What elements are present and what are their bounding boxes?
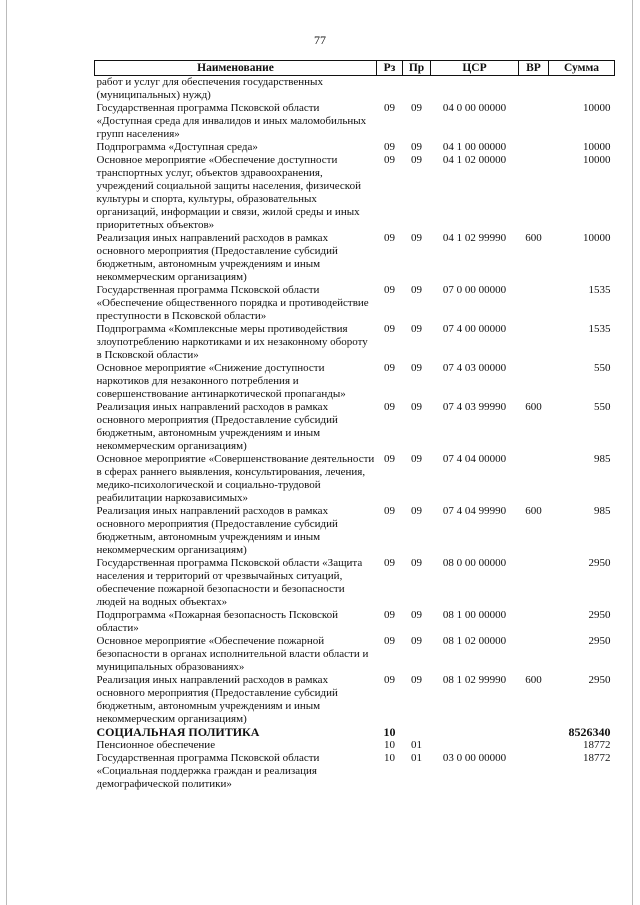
cell-pr: 09	[411, 141, 422, 153]
cell-rz	[377, 76, 403, 103]
cell-csr: 07 4 03 00000	[442, 362, 507, 374]
cell-name: Основное мероприятие «Совершенствование деятельности в сферах раннего выявления, консультирования, лечения, медико-психологической и социально-трудовой реабилитации наркозависимых»	[96, 453, 375, 504]
cell-pr: 09	[411, 323, 422, 335]
cell-name: Подпрограмма «Комплексные меры противодействия злоупотреблению наркотиками и их незаконному обороту в Псковской области»	[96, 323, 368, 361]
cell-rz: 09	[384, 284, 395, 296]
cell-sum: 2950	[588, 609, 611, 621]
cell-vr	[519, 154, 549, 232]
cell-name: Реализация иных направлений расходов в рамках основного мероприятия (Предоставление субсидий бюджетным, автономным учреждениям и иным некоммерческим организациям)	[96, 674, 338, 725]
scan-edge-left	[6, 0, 7, 905]
cell-vr	[519, 726, 549, 739]
cell-rz: 10	[384, 739, 395, 751]
cell-csr: 03 0 00 00000	[442, 752, 507, 764]
cell-name: Реализация иных направлений расходов в рамках основного мероприятия (Предоставление субсидий бюджетным, автономным учреждениям и иным некоммерческим организациям)	[96, 232, 338, 283]
cell-sum: 1535	[588, 323, 611, 335]
cell-pr: 09	[411, 154, 422, 166]
cell-pr	[403, 726, 431, 739]
table-row	[95, 739, 615, 752]
table-row	[95, 674, 615, 726]
cell-rz: 09	[384, 635, 395, 647]
cell-vr: 600	[525, 232, 542, 244]
cell-pr: 09	[411, 453, 422, 465]
cell-sum: 550	[594, 401, 611, 413]
cell-rz: 09	[384, 141, 395, 153]
cell-name: Основное мероприятие «Обеспечение пожарной безопасности в органах исполнительной власти области и муниципальных образованиях»	[96, 635, 369, 673]
cell-vr: 600	[525, 674, 542, 686]
table-row	[95, 401, 615, 453]
cell-name: работ и услуг для обеспечения государственных (муниципальных) нужд)	[96, 76, 323, 101]
table-row	[95, 232, 615, 284]
cell-vr	[519, 362, 549, 401]
cell-csr	[431, 739, 519, 752]
cell-pr: 09	[411, 102, 422, 114]
cell-rz: 09	[384, 362, 395, 374]
cell-csr: 04 1 00 00000	[442, 141, 507, 153]
header-vr: ВР	[519, 61, 549, 76]
table-row	[95, 154, 615, 232]
cell-sum: 10000	[583, 102, 611, 114]
header-rz: Рз	[377, 61, 403, 76]
cell-name: Государственная программа Псковской области «Социальная поддержка граждан и реализация демографической политики»	[96, 752, 320, 790]
table-row	[95, 505, 615, 557]
cell-pr: 09	[411, 232, 422, 244]
header-csr: ЦСР	[431, 61, 519, 76]
cell-csr: 07 4 00 00000	[442, 323, 507, 335]
cell-rz: 09	[384, 401, 395, 413]
cell-sum: 985	[594, 505, 611, 517]
cell-pr: 09	[411, 557, 422, 569]
cell-name: СОЦИАЛЬНАЯ ПОЛИТИКА	[96, 725, 260, 739]
cell-pr: 09	[411, 362, 422, 374]
cell-vr	[519, 284, 549, 323]
table-row	[95, 726, 615, 739]
cell-sum: 10000	[583, 154, 611, 166]
cell-vr	[519, 141, 549, 154]
cell-vr	[519, 739, 549, 752]
cell-pr: 09	[411, 284, 422, 296]
cell-rz: 10	[384, 752, 395, 764]
cell-rz: 09	[384, 232, 395, 244]
table-row	[95, 76, 615, 103]
cell-csr: 07 0 00 00000	[442, 284, 507, 296]
cell-vr	[519, 557, 549, 609]
table-row	[95, 752, 615, 791]
cell-sum: 985	[594, 453, 611, 465]
cell-vr	[519, 102, 549, 141]
table-row	[95, 557, 615, 609]
cell-name: Подпрограмма «Пожарная безопасность Псковской области»	[96, 609, 339, 634]
table-body	[95, 76, 615, 792]
cell-pr: 01	[411, 752, 422, 764]
cell-name: Подпрограмма «Доступная среда»	[96, 141, 258, 153]
cell-sum: 2950	[588, 557, 611, 569]
table-row	[95, 284, 615, 323]
cell-name: Основное мероприятие «Снижение доступности наркотиков для незаконного потребления и совершенствование антинаркотической пропаганды»	[96, 362, 346, 400]
cell-rz: 09	[384, 154, 395, 166]
cell-vr	[519, 76, 549, 103]
page-number: 77	[314, 33, 326, 47]
cell-pr: 09	[411, 674, 422, 686]
cell-rz: 09	[384, 505, 395, 517]
cell-rz: 09	[384, 674, 395, 686]
cell-sum: 1535	[588, 284, 611, 296]
cell-sum: 2950	[588, 635, 611, 647]
cell-sum: 18772	[583, 752, 611, 764]
cell-csr: 07 4 04 00000	[442, 453, 507, 465]
cell-csr: 08 1 02 99990	[442, 674, 507, 686]
cell-rz: 09	[384, 557, 395, 569]
cell-pr: 09	[411, 635, 422, 647]
cell-rz: 09	[384, 323, 395, 335]
table-row	[95, 362, 615, 401]
cell-pr: 09	[411, 401, 422, 413]
cell-csr: 08 0 00 00000	[442, 557, 507, 569]
scan-edge-right	[632, 0, 633, 905]
table-header-row	[95, 61, 615, 76]
cell-pr: 09	[411, 609, 422, 621]
table-row	[95, 323, 615, 362]
table-row	[95, 141, 615, 154]
cell-sum: 10000	[583, 141, 611, 153]
cell-csr: 07 4 04 99990	[442, 505, 507, 517]
cell-name: Основное мероприятие «Обеспечение доступности транспортных услуг, объектов здравоохранения, учреждений социальной защиты населения, физической культуры и спорта, культуры, образовательных организаций, информации и связи, жилой среды и иных приоритетных объектов»	[96, 154, 361, 231]
cell-vr	[519, 453, 549, 505]
cell-pr: 09	[411, 505, 422, 517]
cell-csr	[431, 726, 519, 739]
cell-rz: 09	[384, 453, 395, 465]
cell-name: Реализация иных направлений расходов в рамках основного мероприятия (Предоставление субсидий бюджетным, автономным учреждениям и иным некоммерческим организациям)	[96, 505, 338, 556]
cell-vr	[519, 635, 549, 674]
cell-pr	[403, 76, 431, 103]
cell-name: Государственная программа Псковской области «Защита населения и территорий от чрезвычайных ситуаций, обеспечение пожарной безопасности и безопасности людей на водных объектах»	[96, 557, 363, 608]
cell-rz: 09	[384, 609, 395, 621]
cell-csr: 04 0 00 00000	[442, 102, 507, 114]
cell-csr: 04 1 02 00000	[442, 154, 507, 166]
cell-csr: 08 1 02 00000	[442, 635, 507, 647]
cell-name: Государственная программа Псковской области «Обеспечение общественного порядка и противодействие преступности в Псковской области»	[96, 284, 369, 322]
cell-pr: 01	[411, 739, 422, 751]
cell-name: Государственная программа Псковской области «Доступная среда для инвалидов и иных маломобильных групп населения»	[96, 102, 367, 140]
table-row	[95, 635, 615, 674]
cell-csr: 04 1 02 99990	[442, 232, 507, 244]
header-pr: Пр	[403, 61, 431, 76]
cell-csr: 08 1 00 00000	[442, 609, 507, 621]
table-row	[95, 102, 615, 141]
table-row	[95, 609, 615, 635]
cell-vr: 600	[525, 505, 542, 517]
table-row	[95, 453, 615, 505]
cell-sum: 18772	[583, 739, 611, 751]
cell-vr	[519, 609, 549, 635]
cell-name: Реализация иных направлений расходов в рамках основного мероприятия (Предоставление субсидий бюджетным, автономным учреждениям и иным некоммерческим организациям)	[96, 401, 338, 452]
cell-csr: 07 4 03 99990	[442, 401, 507, 413]
cell-rz: 10	[383, 725, 396, 739]
cell-vr	[519, 752, 549, 791]
cell-sum: 2950	[588, 674, 611, 686]
cell-sum: 10000	[583, 232, 611, 244]
cell-sum	[549, 76, 615, 103]
header-sum: Сумма	[549, 61, 615, 76]
header-name: Наименование	[95, 61, 377, 76]
cell-vr	[519, 323, 549, 362]
cell-vr: 600	[525, 401, 542, 413]
budget-table	[94, 60, 615, 791]
cell-sum: 8526340	[568, 725, 611, 739]
cell-name: Пенсионное обеспечение	[96, 739, 216, 751]
cell-csr	[431, 76, 519, 103]
cell-rz: 09	[384, 102, 395, 114]
cell-sum: 550	[594, 362, 611, 374]
